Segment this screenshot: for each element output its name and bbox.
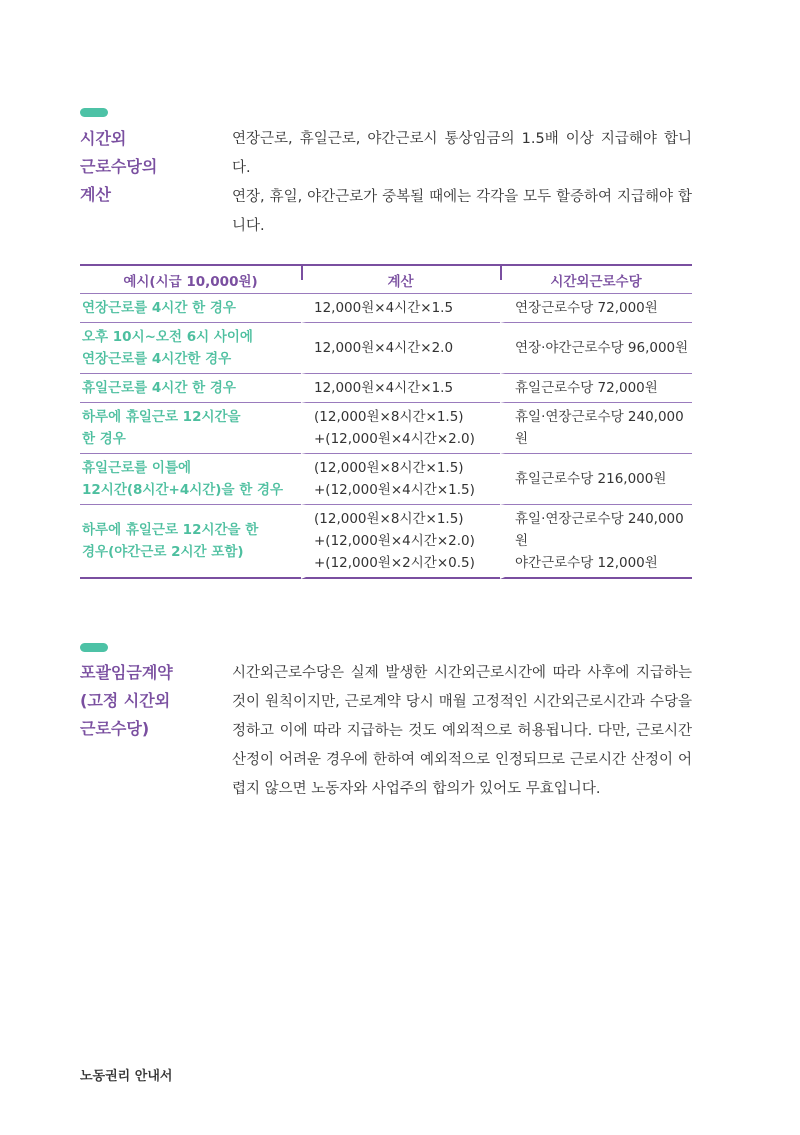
cell-line: +(12,000원×4시간×2.0) [314,533,475,549]
table-cell-pay [500,403,692,454]
table-cell-calc [301,374,500,403]
cell-line: 연장근로수당 72,000원 [515,300,658,316]
section-marker [80,643,108,652]
column-header: 예시(시급 10,000원) [80,264,301,294]
cell-line: (12,000원×8시간×1.5) [314,460,464,476]
table-row [80,505,692,579]
cell-line: +(12,000원×4시간×2.0) [314,431,475,447]
table-cell-example [80,454,301,505]
table-row [80,323,692,374]
cell-line: 휴일근로수당 216,000원 [515,471,667,487]
section1-body [232,125,692,241]
cell-line: 휴일·연장근로수당 240,000원 [515,511,684,549]
paragraph: 연장근로, 휴일근로, 야간근로시 통상임금의 1.5배 이상 지급해야 합니다. [232,131,692,176]
table-cell-example [80,323,301,374]
cell-line: +(12,000원×4시간×1.5) [314,482,475,498]
cell-line: 야간근로수당 12,000원 [515,555,658,571]
cell-line: 휴일근로를 4시간 한 경우 [82,380,236,396]
table-row [80,403,692,454]
cell-line: 하루에 휴일근로 12시간을 한 [82,522,259,538]
paragraph: 시간외근로수당은 실제 발생한 시간외근로시간에 따라 사후에 지급하는 것이 원칙이지만, 근로계약 당시 매월 고정적인 시간외근로시간과 수당을 정하고 이에 따라 지급하는 것도 예외적으로 허용됩니다. 다만, 근로시간 산정이 어려운 경우에 한하여 예외적으로 인정되므로 근로시간 산정이 어렵지 않으면 노동자와 사업주의 합의가 있어도 무효입니다. [232,665,692,797]
heading-line: 근로수당) [80,719,150,738]
cell-line: 연장근로를 4시간 한 경우 [82,300,236,316]
cell-line: 오후 10시~오전 6시 사이에 [82,329,253,345]
section2-heading [80,659,220,743]
cell-line: 휴일·연장근로수당 240,000원 [515,409,684,447]
heading-line: (고정 시간외 [80,691,171,710]
cell-line: 연장·야간근로수당 96,000원 [515,340,689,356]
table-cell-example [80,294,301,323]
cell-line: 12,000원×4시간×1.5 [314,380,454,396]
footer-title: 노동권리 안내서 [80,1069,173,1084]
column-header: 계산 [301,264,500,294]
table-header-row [80,264,692,294]
cell-line: (12,000원×8시간×1.5) [314,409,464,425]
cell-line: 12,000원×4시간×1.5 [314,300,454,316]
table-cell-calc [301,294,500,323]
heading-line: 계산 [80,185,111,204]
heading-line: 근로수당의 [80,157,158,176]
table-cell-calc [301,403,500,454]
table-cell-pay [500,374,692,403]
table-cell-pay [500,505,692,579]
cell-line: +(12,000원×2시간×0.5) [314,555,475,571]
table-cell-example [80,403,301,454]
table-row [80,454,692,505]
cell-line: 연장근로를 4시간한 경우 [82,351,232,367]
section1-heading [80,125,220,209]
table-row [80,294,692,323]
table-cell-example [80,374,301,403]
column-header: 시간외근로수당 [500,264,692,294]
heading-line: 시간외 [80,129,127,148]
overtime-pay-table [80,264,692,579]
cell-line: 경우(야간근로 2시간 포함) [82,544,244,560]
table-cell-calc [301,505,500,579]
table-cell-calc [301,323,500,374]
table-cell-pay [500,294,692,323]
table-cell-calc [301,454,500,505]
cell-line: 하루에 휴일근로 12시간을 [82,409,241,425]
table-cell-example [80,505,301,579]
cell-line: 12시간(8시간+4시간)을 한 경우 [82,482,284,498]
section2-body [232,659,692,804]
table-cell-pay [500,323,692,374]
cell-line: 휴일근로수당 72,000원 [515,380,658,396]
heading-line: 포괄임금계약 [80,663,173,682]
cell-line: 한 경우 [82,431,126,447]
cell-line: 휴일근로를 이틀에 [82,460,192,476]
cell-line: 12,000원×4시간×2.0 [314,340,454,356]
table-cell-pay [500,454,692,505]
paragraph: 연장, 휴일, 야간근로가 중복될 때에는 각각을 모두 할증하여 지급해야 합니다. [232,189,692,234]
cell-line: (12,000원×8시간×1.5) [314,511,464,527]
table-row [80,374,692,403]
section-marker [80,108,108,117]
